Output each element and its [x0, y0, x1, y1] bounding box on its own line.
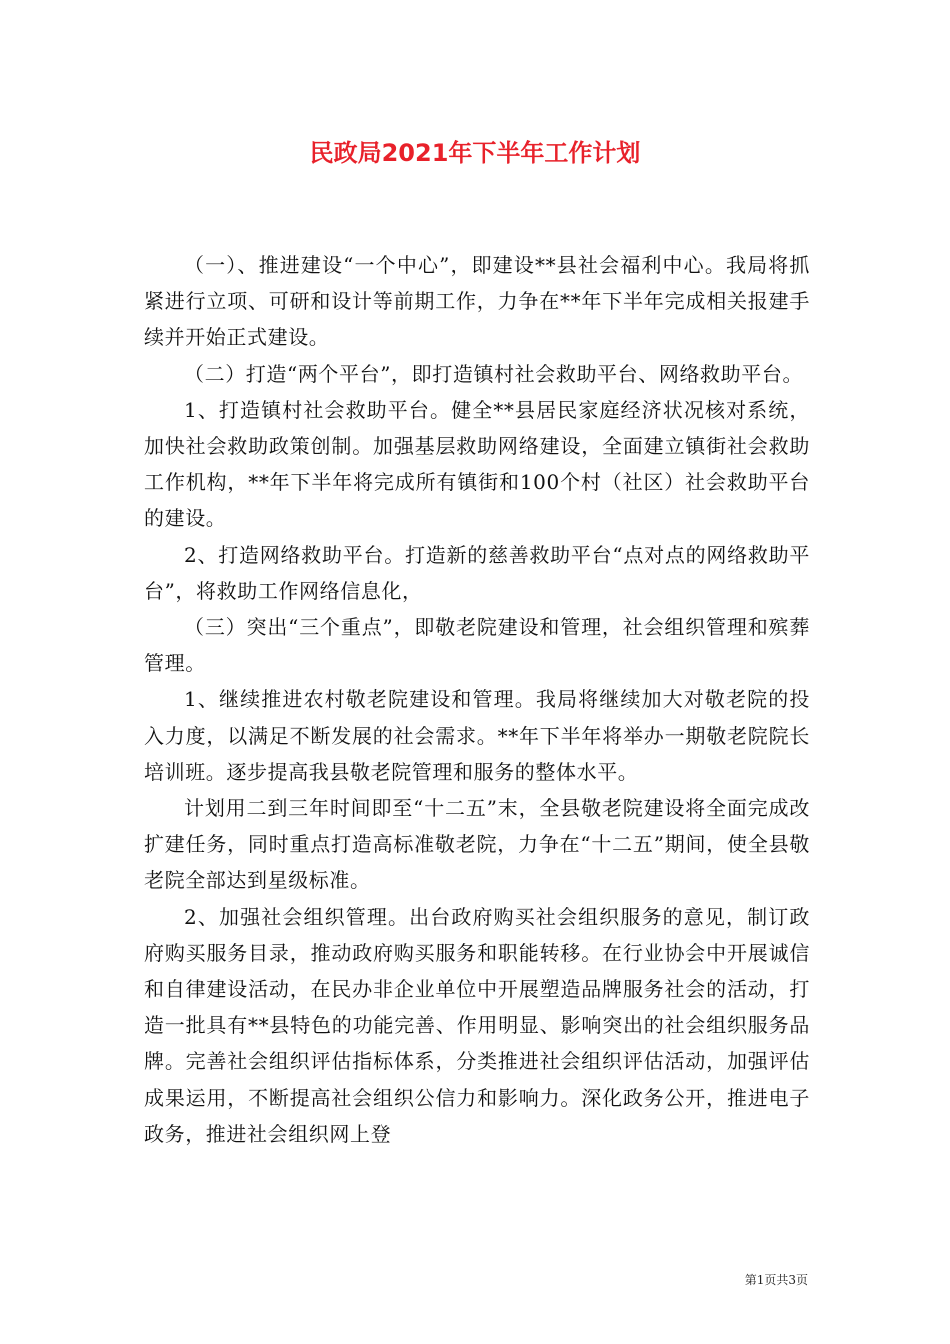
paragraph-section-two: （二）打造“两个平台”，即打造镇村社会救助平台、网络救助平台。: [184, 361, 804, 386]
page-number: 第1页共3页: [744, 1273, 808, 1287]
paragraph-section-one: （一）、推进建设“一个中心”，即建设**县社会福利中心。我局将抓紧进行立项、可研和设计等前期工作，力争在**年下半年完成相关报建手续并开始正式建设。: [144, 253, 810, 350]
paragraph-social-organization: 2、加强社会组织管理。出台政府购买社会组织服务的意见，制订政府购买服务目录，推动政府购买服务和职能转移。在行业协会中开展诚信和自律建设活动，在民办非企业单位中开展塑造品牌服务社会的活动，打造一批具有**县特色的功能完善、作用明显、影响突出的社会组织服务品牌。完善社会组织评估指标体系，分类推进社会组织评估活动，加强评估成果运用，不断提高社会组织公信力和影响力。深化政务公开，推进电子政务，推进社会组织网上登: [144, 904, 810, 1146]
paragraph-section-three: （三）突出“三个重点”，即敬老院建设和管理，社会组织管理和殡葬管理。: [144, 615, 810, 676]
paragraph-nursing-home: 1、继续推进农村敬老院建设和管理。我局将继续加大对敬老院的投入力度，以满足不断发展的社会需求。**年下半年将举办一期敬老院院长培训班。逐步提高我县敬老院管理和服务的整体水平。: [144, 687, 810, 784]
paragraph-township-platform: 1、打造镇村社会救助平台。健全**县居民家庭经济状况核对系统，加快社会救助政策创制。加强基层救助网络建设，全面建立镇街社会救助工作机构，**年下半年将完成所有镇街和100个村（社区）社会救助平台的建设。: [144, 397, 810, 531]
paragraph-network-platform: 2、打造网络救助平台。打造新的慈善救助平台“点对点的网络救助平台”，将救助工作网络信息化，: [144, 542, 810, 603]
page-title: 民政局2021年下半年工作计划: [309, 139, 641, 167]
paragraph-plan: 计划用二到三年时间即至“十二五”末，全县敬老院建设将全面完成改扩建任务，同时重点打造高标准敬老院，力争在“十二五”期间，使全县敬老院全部达到星级标准。: [144, 796, 810, 893]
document-body: [144, 247, 810, 1152]
